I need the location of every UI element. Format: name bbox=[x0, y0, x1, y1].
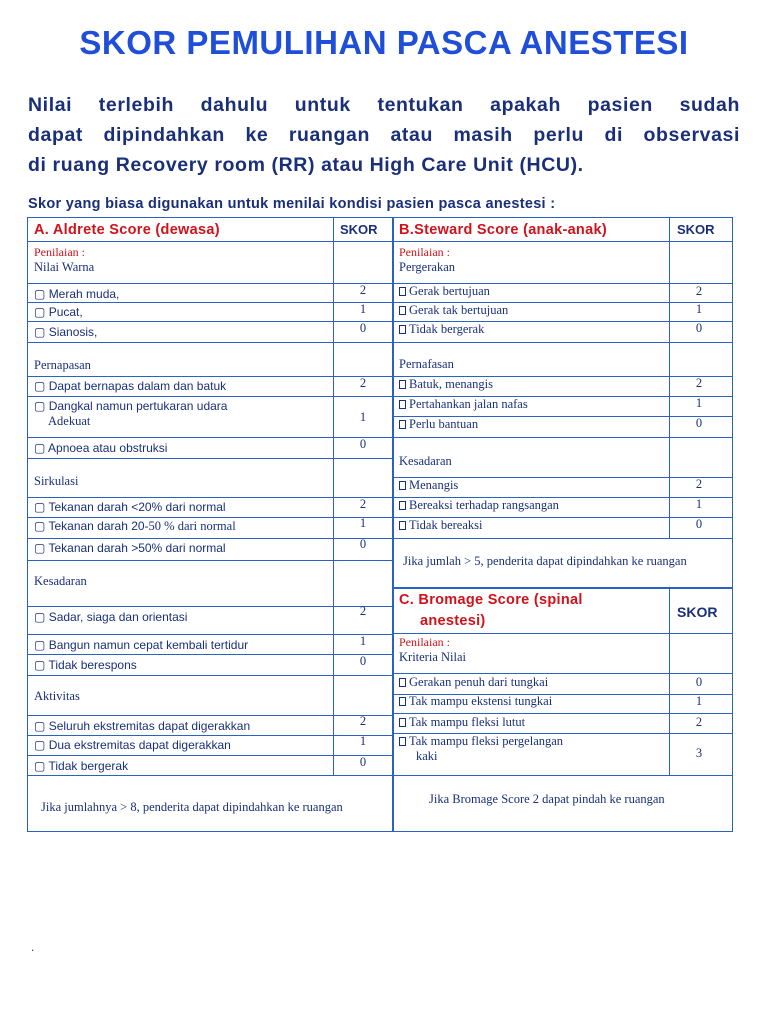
bromage-score-fleksi-pergelangan: 3 bbox=[695, 746, 703, 760]
aldrete-item-dangkal: ▢ Dangkal namun pertukaran udara bbox=[34, 399, 228, 413]
aldrete-section-sirkulasi: Sirkulasi bbox=[34, 474, 79, 488]
bromage-section-kriteria: Kriteria Nilai bbox=[399, 650, 466, 664]
intro-paragraph bbox=[28, 90, 740, 180]
steward-item-gerak-bertujuan: Gerak bertujuan bbox=[399, 284, 490, 299]
bromage-item-fleksi-lutut: Tak mampu fleksi lutut bbox=[399, 715, 525, 730]
aldrete-score-dangkal: 1 bbox=[359, 410, 367, 424]
steward-item-batuk: Batuk, menangis bbox=[399, 377, 493, 392]
aldrete-item-td2: ▢ Tekanan darah 20-50 % dari normal bbox=[34, 519, 236, 533]
steward-section-pergerakan: Pergerakan bbox=[399, 260, 455, 274]
checkbox-icon: ▢ bbox=[34, 441, 46, 455]
aldrete-score-pucat: 1 bbox=[359, 302, 367, 316]
aldrete-skor-header: SKOR bbox=[340, 222, 378, 237]
steward-penilaian-label: Penilaian : bbox=[399, 245, 450, 259]
checkbox-icon bbox=[399, 325, 406, 334]
aldrete-item-sadar: ▢ Sadar, siaga dan orientasi bbox=[34, 610, 188, 624]
steward-section-pernafasan: Pernafasan bbox=[399, 357, 454, 371]
steward-item-gerak-tak: Gerak tak bertujuan bbox=[399, 303, 508, 318]
aldrete-score-tidak-bergerak: 0 bbox=[359, 755, 367, 769]
steward-item-perlu-bantuan: Perlu bantuan bbox=[399, 417, 478, 432]
steward-score-menangis: 2 bbox=[695, 477, 703, 491]
aldrete-item-merah-muda: ▢ Merah muda, bbox=[34, 287, 120, 301]
checkbox-icon bbox=[399, 306, 406, 315]
aldrete-item-tidak-bergerak: ▢ Tidak bergerak bbox=[34, 759, 129, 773]
aldrete-item-apnoea: ▢ Apnoea atau obstruksi bbox=[34, 441, 168, 455]
aldrete-score-seluruh: 2 bbox=[359, 714, 367, 728]
steward-score-gerak-tak: 1 bbox=[695, 302, 703, 316]
aldrete-score-bangun: 1 bbox=[359, 634, 367, 648]
aldrete-score-dua: 1 bbox=[359, 734, 367, 748]
checkbox-icon bbox=[399, 287, 406, 296]
steward-footer: Jika jumlah > 5, penderita dapat dipindahkan ke ruangan bbox=[403, 554, 687, 568]
aldrete-score-td1: 2 bbox=[359, 497, 367, 511]
intro-line-1: Nilai terlebih dahulu untuk tentukan apakah pasien sudah bbox=[28, 94, 740, 116]
aldrete-footer: Jika jumlahnya > 8, penderita dapat dipindahkan ke ruangan bbox=[41, 800, 343, 814]
checkbox-icon bbox=[399, 380, 406, 389]
aldrete-item-pucat: ▢ Pucat, bbox=[34, 305, 83, 319]
steward-item-menangis: Menangis bbox=[399, 478, 458, 493]
aldrete-section-warna: Nilai Warna bbox=[34, 260, 95, 274]
steward-score-tidak-bereaksi: 0 bbox=[695, 517, 703, 531]
checkbox-icon: ▢ bbox=[34, 379, 46, 393]
bromage-score-ekstensi: 1 bbox=[695, 694, 703, 708]
steward-section-kesadaran: Kesadaran bbox=[399, 454, 452, 468]
checkbox-icon bbox=[399, 400, 406, 409]
checkbox-icon: ▢ bbox=[34, 610, 46, 624]
checkbox-icon: ▢ bbox=[34, 719, 46, 733]
bromage-item-fleksi-pergelangan: Tak mampu fleksi pergelangan bbox=[399, 734, 563, 749]
bromage-skor-header: SKOR bbox=[677, 604, 718, 620]
aldrete-score-sadar: 2 bbox=[359, 604, 367, 618]
bromage-item-fleksi-pergelangan-line2: kaki bbox=[416, 749, 438, 763]
aldrete-score-td3: 0 bbox=[359, 537, 367, 551]
checkbox-icon bbox=[399, 737, 406, 746]
checkbox-icon bbox=[399, 521, 406, 530]
checkbox-icon: ▢ bbox=[34, 638, 46, 652]
checkbox-icon: ▢ bbox=[34, 658, 46, 672]
aldrete-section-kesadaran: Kesadaran bbox=[34, 574, 87, 588]
checkbox-icon bbox=[399, 697, 406, 706]
steward-score-pertahankan: 1 bbox=[695, 396, 703, 410]
aldrete-item-seluruh: ▢ Seluruh ekstremitas dapat digerakkan bbox=[34, 719, 251, 733]
steward-header: B.Steward Score (anak-anak) bbox=[399, 222, 607, 238]
checkbox-icon bbox=[399, 481, 406, 490]
checkbox-icon: ▢ bbox=[34, 399, 46, 413]
bromage-penilaian-label: Penilaian : bbox=[399, 635, 450, 649]
steward-item-tidak-bereaksi: Tidak bereaksi bbox=[399, 518, 483, 533]
checkbox-icon: ▢ bbox=[34, 325, 46, 339]
checkbox-icon: ▢ bbox=[34, 287, 46, 301]
bromage-header-line2: anestesi) bbox=[420, 613, 486, 629]
aldrete-score-tidak-berespons: 0 bbox=[359, 654, 367, 668]
checkbox-icon: ▢ bbox=[34, 519, 46, 533]
aldrete-item-tidak-berespons: ▢ Tidak berespons bbox=[34, 658, 137, 672]
aldrete-score-merah-muda: 2 bbox=[359, 283, 367, 297]
aldrete-header: A. Aldrete Score (dewasa) bbox=[34, 222, 220, 238]
steward-score-batuk: 2 bbox=[695, 376, 703, 390]
checkbox-icon bbox=[399, 678, 406, 687]
aldrete-item-bangun: ▢ Bangun namun cepat kembali tertidur bbox=[34, 638, 249, 652]
aldrete-item-dua: ▢ Dua ekstremitas dapat digerakkan bbox=[34, 738, 231, 752]
steward-score-perlu-bantuan: 0 bbox=[695, 416, 703, 430]
steward-score-bereaksi: 1 bbox=[695, 497, 703, 511]
aldrete-item-td1: ▢ Tekanan darah <20% dari normal bbox=[34, 500, 226, 514]
steward-item-tidak-bergerak: Tidak bergerak bbox=[399, 322, 484, 337]
bromage-header-line1: C. Bromage Score (spinal bbox=[399, 592, 583, 608]
intro-line-2: dapat dipindahkan ke ruangan atau masih perlu di observasi bbox=[28, 124, 740, 146]
bromage-item-ekstensi: Tak mampu ekstensi tungkai bbox=[399, 694, 552, 709]
checkbox-icon: ▢ bbox=[34, 738, 46, 752]
table-subtitle: Skor yang biasa digunakan untuk menilai kondisi pasien pasca anestesi : bbox=[28, 196, 556, 212]
aldrete-section-aktivitas: Aktivitas bbox=[34, 689, 80, 703]
checkbox-icon: ▢ bbox=[34, 541, 46, 555]
checkbox-icon: ▢ bbox=[34, 759, 46, 773]
bromage-score-fleksi-lutut: 2 bbox=[695, 715, 703, 729]
aldrete-section-pernapasan: Pernapasan bbox=[34, 358, 91, 372]
aldrete-divider bbox=[333, 217, 334, 775]
aldrete-score-apnoea: 0 bbox=[359, 437, 367, 451]
bromage-item-penuh: Gerakan penuh dari tungkai bbox=[399, 675, 548, 690]
aldrete-score-bernapas: 2 bbox=[359, 376, 367, 390]
checkbox-icon bbox=[399, 718, 406, 727]
checkbox-icon bbox=[399, 420, 406, 429]
aldrete-score-td2: 1 bbox=[359, 516, 367, 530]
aldrete-item-dangkal-line2: Adekuat bbox=[48, 414, 91, 428]
steward-score-gerak-bertujuan: 2 bbox=[695, 284, 703, 298]
aldrete-item-sianosis: ▢ Sianosis, bbox=[34, 325, 98, 339]
aldrete-score-sianosis: 0 bbox=[359, 321, 367, 335]
aldrete-penilaian-label: Penilaian : bbox=[34, 245, 85, 259]
trailing-dot: . bbox=[31, 940, 35, 954]
aldrete-item-bernapas: ▢ Dapat bernapas dalam dan batuk bbox=[34, 379, 227, 393]
bromage-footer: Jika Bromage Score 2 dapat pindah ke ruangan bbox=[429, 792, 665, 806]
intro-line-3: di ruang Recovery room (RR) atau High Care Unit (HCU). bbox=[28, 154, 584, 176]
checkbox-icon bbox=[399, 501, 406, 510]
steward-skor-header: SKOR bbox=[677, 222, 715, 237]
page-title: SKOR PEMULIHAN PASCA ANESTESI bbox=[79, 24, 689, 61]
steward-item-pertahankan: Pertahankan jalan nafas bbox=[399, 397, 528, 412]
aldrete-item-td3: ▢ Tekanan darah >50% dari normal bbox=[34, 541, 226, 555]
bromage-score-penuh: 0 bbox=[695, 675, 703, 689]
checkbox-icon: ▢ bbox=[34, 500, 46, 514]
steward-item-bereaksi: Bereaksi terhadap rangsangan bbox=[399, 498, 559, 513]
checkbox-icon: ▢ bbox=[34, 305, 46, 319]
steward-score-tidak-bergerak: 0 bbox=[695, 321, 703, 335]
